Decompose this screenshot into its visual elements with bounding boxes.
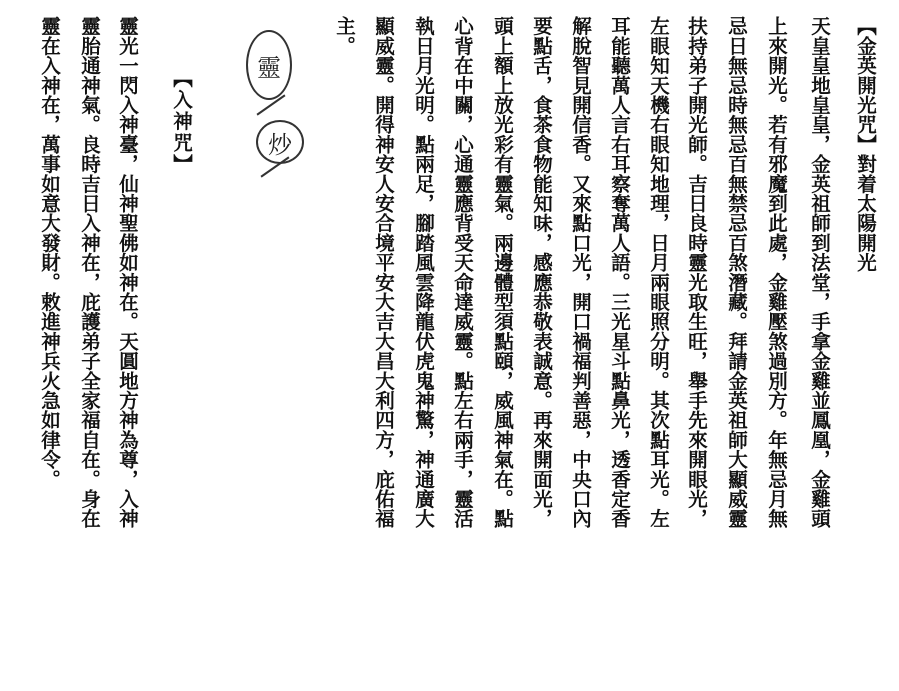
text-column: 天皇皇地皇皇，金英祖師到法堂，手拿金雞並鳳凰，金雞頭 <box>808 16 831 529</box>
text-column: 靈光一閃入神臺，仙神聖佛如神在。天圓地方神為尊，入神 <box>116 16 139 529</box>
text-column: 心背在中關，心通靈應背受天命達威靈。點左右兩手，靈活 <box>451 16 474 529</box>
text-column: 扶持弟子開光師。吉日良時靈光取生旺，舉手先來開眼光， <box>685 16 708 529</box>
text-column: 顯威靈。開得神安人安合境平安大吉大昌大利四方，庇佑福 <box>372 16 395 529</box>
text-column: 左眼知天機右眼知地理，日月兩眼照分明。其次點耳光。左 <box>647 16 670 529</box>
text-column: 耳能聽萬人言右耳察奪萬人語。三光星斗點鼻光，透香定香 <box>608 16 631 529</box>
text-column: 頭上額上放光彩有靈氣。兩邊體型須點頤，威風神氣在。點 <box>491 16 514 529</box>
text-column: 主。 <box>333 16 356 56</box>
lower-seal-glyph: 炒 <box>256 120 304 164</box>
text-column: 忌日無忌時無忌百無禁忌百煞潛藏。拜請金英祖師大顯威靈 <box>725 16 748 529</box>
text-column: 靈胎通神氣。良時吉日入神在，庇護弟子全家福自在。身在 <box>78 16 101 529</box>
text-column: 要點舌，食茶食物能知味，感應恭敬表誠意。再來開面光， <box>530 16 553 529</box>
text-column: 上來開光。若有邪魔到此處，金雞壓煞過別方。年無忌月無 <box>765 16 788 529</box>
text-column: 靈在入神在，萬事如意大發財。敕進神兵火急如律令。 <box>38 16 61 489</box>
text-column: 執日月光明。點兩足，腳踏風雲降龍伏虎鬼神驚，神通廣大 <box>412 16 435 529</box>
title-golden-heroes-consecration: 【金英開光咒】對着太陽開光 <box>854 16 877 273</box>
upper-seal-glyph: 靈 <box>246 30 292 100</box>
title-enter-spirit-mantra: 【入神咒】 <box>170 68 193 176</box>
text-column: 解脫智見開信香。又來點口光，開口禍福判善惡，中央口內 <box>569 16 592 529</box>
